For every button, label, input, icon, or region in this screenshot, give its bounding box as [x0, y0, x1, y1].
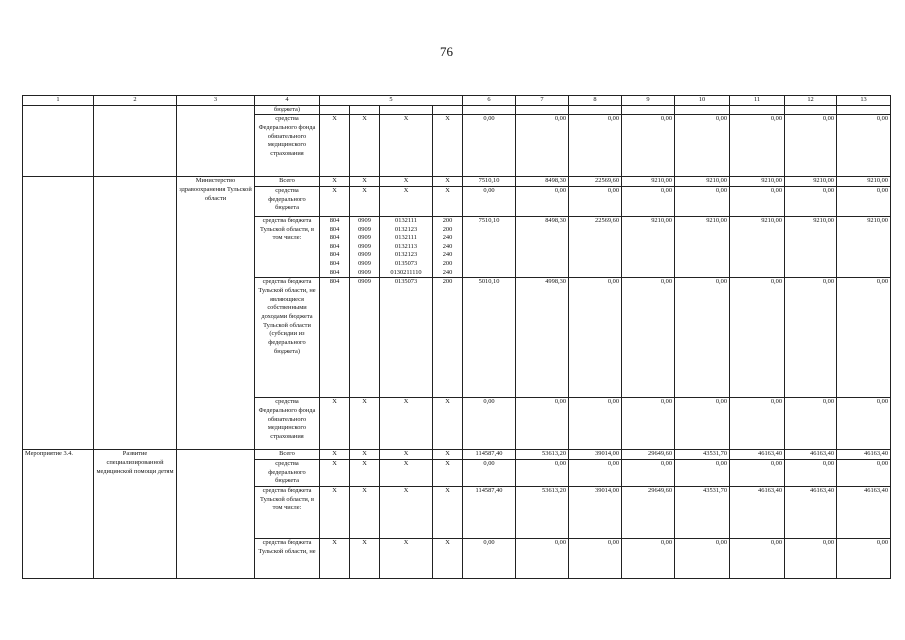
- amount-cell: 53613,20: [516, 486, 569, 538]
- amount-cell: [516, 105, 569, 115]
- amount-cell: [785, 105, 837, 115]
- amount-cell: 46163,40: [837, 486, 891, 538]
- funding-source-cell: средства бюджета Тульской области, в том числе:: [255, 486, 320, 538]
- amount-cell: 0,00: [516, 398, 569, 450]
- code-value: 0130211110: [390, 268, 422, 276]
- amount-cell: [622, 105, 675, 115]
- code-value: 0909: [358, 260, 371, 268]
- amount-cell: 0,00: [675, 278, 730, 398]
- funding-source-cell: средства бюджета Тульской области, в том числе:: [255, 216, 320, 277]
- amount-cell: 9210,00: [622, 216, 675, 277]
- executor-cell-group: [177, 450, 255, 579]
- amount-cell: 46163,40: [730, 450, 785, 460]
- header-cell: 4: [255, 96, 320, 106]
- event-cell: [23, 105, 94, 177]
- code-cell: Х: [350, 460, 380, 487]
- code-cell: Х: [320, 450, 350, 460]
- code-cell: Х: [433, 115, 463, 177]
- code-value: 200: [442, 225, 453, 233]
- code-value: 804: [329, 234, 340, 242]
- amount-cell: 0,00: [785, 278, 837, 398]
- header-cell: 2: [94, 96, 177, 106]
- table-row: [23, 105, 891, 115]
- amount-cell: 0,00: [785, 186, 837, 216]
- code-cell: 200: [433, 278, 463, 398]
- code-cell: Х: [350, 538, 380, 578]
- code-cell: 804: [320, 278, 350, 398]
- amount-cell: 9210,00: [837, 177, 891, 187]
- amount-cell: 8498,30: [516, 177, 569, 187]
- code-cell: Х: [320, 398, 350, 450]
- amount-cell: 0,00: [837, 398, 891, 450]
- amount-cell: 0,00: [675, 115, 730, 177]
- code-cell: Х: [433, 486, 463, 538]
- amount-cell: 0,00: [730, 278, 785, 398]
- amount-cell: 114587,40: [463, 486, 516, 538]
- code-value: 240: [442, 242, 453, 250]
- amount-cell: 5010,10: [463, 278, 516, 398]
- code-value: 0132111: [395, 216, 417, 224]
- header-row: [23, 96, 891, 106]
- code-cell: Х: [433, 538, 463, 578]
- amount-cell: 46163,40: [730, 486, 785, 538]
- amount-cell: 9210,00: [622, 177, 675, 187]
- amount-cell: 0,00: [837, 538, 891, 578]
- code-value: 0909: [358, 234, 371, 242]
- amount-cell: 0,00: [622, 398, 675, 450]
- code-cell: 0909: [350, 278, 380, 398]
- code-cell: Х: [350, 186, 380, 216]
- page-number: 76: [440, 44, 453, 59]
- amount-cell: [837, 105, 891, 115]
- amount-cell: 0,00: [622, 278, 675, 398]
- amount-cell: 0,00: [622, 115, 675, 177]
- code-value: 0909: [358, 216, 371, 224]
- amount-cell: 0,00: [569, 538, 622, 578]
- code-cell: Х: [380, 538, 433, 578]
- code-cell: Х: [320, 460, 350, 487]
- amount-cell: 39014,00: [569, 486, 622, 538]
- code-value: 0135073: [394, 260, 418, 268]
- code-cell: Х: [433, 186, 463, 216]
- code-cell: Х: [350, 177, 380, 187]
- code-cell: Х: [320, 486, 350, 538]
- code-cell: Х: [433, 177, 463, 187]
- code-cell: Х: [380, 186, 433, 216]
- amount-cell: 7510,10: [463, 177, 516, 187]
- header-cell: 10: [675, 96, 730, 106]
- header-cell: 12: [785, 96, 837, 106]
- event-title-cell: [94, 177, 177, 450]
- code-cell: Х: [350, 115, 380, 177]
- amount-cell: 0,00: [730, 398, 785, 450]
- amount-cell: 0,00: [675, 460, 730, 487]
- code-cell: [320, 216, 350, 277]
- amount-cell: 0,00: [785, 115, 837, 177]
- funding-source-cell: средства Федерального фонда обязательного медицинского страхования: [255, 115, 320, 177]
- amount-cell: 4998,30: [516, 278, 569, 398]
- amount-cell: 0,00: [516, 115, 569, 177]
- header-cell: 9: [622, 96, 675, 106]
- header-cell: 5: [320, 96, 463, 106]
- code-value: 804: [329, 268, 340, 276]
- code-cell: [320, 105, 350, 115]
- amount-cell: [730, 105, 785, 115]
- amount-cell: 0,00: [569, 115, 622, 177]
- code-cell: [350, 105, 380, 115]
- code-cell: Х: [380, 115, 433, 177]
- amount-cell: 0,00: [463, 186, 516, 216]
- amount-cell: 0,00: [785, 398, 837, 450]
- code-cell: [350, 216, 380, 277]
- amount-cell: 0,00: [837, 186, 891, 216]
- amount-cell: 9210,00: [675, 216, 730, 277]
- amount-cell: 9210,00: [785, 177, 837, 187]
- amount-cell: [569, 105, 622, 115]
- amount-cell: 0,00: [516, 186, 569, 216]
- table-row: [23, 450, 891, 460]
- amount-cell: 9210,00: [730, 177, 785, 187]
- code-value: 0909: [358, 242, 371, 250]
- code-cell: Х: [350, 486, 380, 538]
- amount-cell: 0,00: [463, 460, 516, 487]
- header-cell: 7: [516, 96, 569, 106]
- code-value: 804: [329, 225, 340, 233]
- code-cell: Х: [380, 460, 433, 487]
- code-cell: [433, 216, 463, 277]
- amount-cell: [675, 105, 730, 115]
- amount-cell: 0,00: [516, 460, 569, 487]
- amount-cell: 0,00: [622, 538, 675, 578]
- code-value: 0909: [358, 268, 371, 276]
- amount-cell: 0,00: [730, 115, 785, 177]
- code-value: 0132123: [394, 225, 418, 233]
- code-cell: Х: [320, 186, 350, 216]
- amount-cell: 29649,60: [622, 486, 675, 538]
- amount-cell: 43531,70: [675, 450, 730, 460]
- code-cell: Х: [433, 450, 463, 460]
- amount-cell: 7510,10: [463, 216, 516, 277]
- amount-cell: 9210,00: [730, 216, 785, 277]
- amount-cell: 0,00: [569, 460, 622, 487]
- code-value: 0909: [358, 251, 371, 259]
- amount-cell: 9210,00: [785, 216, 837, 277]
- funding-source-cell: средства бюджета Тульской области, не: [255, 538, 320, 578]
- amount-cell: 43531,70: [675, 486, 730, 538]
- amount-cell: 0,00: [569, 278, 622, 398]
- code-cell: Х: [320, 538, 350, 578]
- code-cell: Х: [433, 460, 463, 487]
- code-cell: [380, 216, 433, 277]
- amount-cell: 9210,00: [837, 216, 891, 277]
- code-cell: Х: [433, 398, 463, 450]
- amount-cell: 39014,00: [569, 450, 622, 460]
- amount-cell: 22569,60: [569, 177, 622, 187]
- amount-cell: 0,00: [837, 115, 891, 177]
- amount-cell: 0,00: [785, 460, 837, 487]
- header-cell: 6: [463, 96, 516, 106]
- code-value: 804: [329, 242, 340, 250]
- header-cell: 13: [837, 96, 891, 106]
- code-value: 200: [442, 216, 453, 224]
- code-cell: Х: [320, 115, 350, 177]
- code-value: 804: [329, 251, 340, 259]
- header-cell: 1: [23, 96, 94, 106]
- code-value: 0132113: [394, 242, 418, 250]
- funding-source-cell: средства бюджета Тульской области, не являющиеся собственными доходами бюджета Тульской области (субсидии из федерального бюджета): [255, 278, 320, 398]
- amount-cell: 9210,00: [675, 177, 730, 187]
- code-cell: Х: [350, 398, 380, 450]
- amount-cell: 0,00: [622, 186, 675, 216]
- amount-cell: 29649,60: [622, 450, 675, 460]
- code-cell: [433, 105, 463, 115]
- code-value: 0132123: [394, 251, 418, 259]
- amount-cell: 0,00: [785, 538, 837, 578]
- amount-cell: 46163,40: [785, 450, 837, 460]
- amount-cell: 0,00: [516, 538, 569, 578]
- code-cell: Х: [320, 177, 350, 187]
- amount-cell: [463, 105, 516, 115]
- code-cell: Х: [380, 177, 433, 187]
- funding-source-cell: Всего: [255, 450, 320, 460]
- funding-source-cell: средства федерального бюджета: [255, 460, 320, 487]
- budget-table: [22, 95, 891, 579]
- amount-cell: 114587,40: [463, 450, 516, 460]
- code-cell: Х: [380, 450, 433, 460]
- amount-cell: 0,00: [622, 460, 675, 487]
- event-title-cell: Развитие специализированной медицинской помощи детям: [94, 450, 177, 579]
- code-value: 240: [442, 234, 453, 242]
- amount-cell: 0,00: [675, 186, 730, 216]
- code-cell: 0135073: [380, 278, 433, 398]
- code-cell: Х: [380, 486, 433, 538]
- amount-cell: 0,00: [675, 538, 730, 578]
- amount-cell: 0,00: [463, 398, 516, 450]
- event-cell: [23, 177, 94, 450]
- code-value: 0132111: [395, 234, 417, 242]
- code-value: 200: [442, 260, 453, 268]
- table-row: [23, 177, 891, 187]
- code-value: 240: [442, 251, 453, 259]
- amount-cell: 0,00: [730, 460, 785, 487]
- code-cell: [380, 105, 433, 115]
- header-cell: 3: [177, 96, 255, 106]
- amount-cell: 8498,30: [516, 216, 569, 277]
- code-value: 0909: [358, 225, 371, 233]
- code-cell: Х: [350, 450, 380, 460]
- amount-cell: 22569,60: [569, 216, 622, 277]
- amount-cell: 53613,20: [516, 450, 569, 460]
- amount-cell: 0,00: [463, 538, 516, 578]
- amount-cell: 0,00: [463, 115, 516, 177]
- funding-source-cell: бюджета): [255, 105, 320, 115]
- amount-cell: 0,00: [837, 460, 891, 487]
- amount-cell: 0,00: [569, 186, 622, 216]
- code-value: 804: [329, 260, 340, 268]
- event-title-cell: [94, 105, 177, 177]
- code-cell: Х: [380, 398, 433, 450]
- executor-cell-group: [177, 105, 255, 177]
- code-value: 240: [442, 268, 453, 276]
- amount-cell: 0,00: [730, 538, 785, 578]
- funding-source-cell: средства федерального бюджета: [255, 186, 320, 216]
- amount-cell: 0,00: [675, 398, 730, 450]
- executor-cell: Министерство здравоохранения Тульской области: [177, 177, 255, 450]
- amount-cell: 46163,40: [785, 486, 837, 538]
- amount-cell: 46163,40: [837, 450, 891, 460]
- code-value: 804: [329, 216, 340, 224]
- event-cell: Мероприятие 3.4.: [23, 450, 94, 579]
- amount-cell: 0,00: [837, 278, 891, 398]
- header-cell: 11: [730, 96, 785, 106]
- funding-source-cell: средства Федерального фонда обязательного медицинского страхования: [255, 398, 320, 450]
- header-cell: 8: [569, 96, 622, 106]
- amount-cell: 0,00: [730, 186, 785, 216]
- funding-source-cell: Всего: [255, 177, 320, 187]
- amount-cell: 0,00: [569, 398, 622, 450]
